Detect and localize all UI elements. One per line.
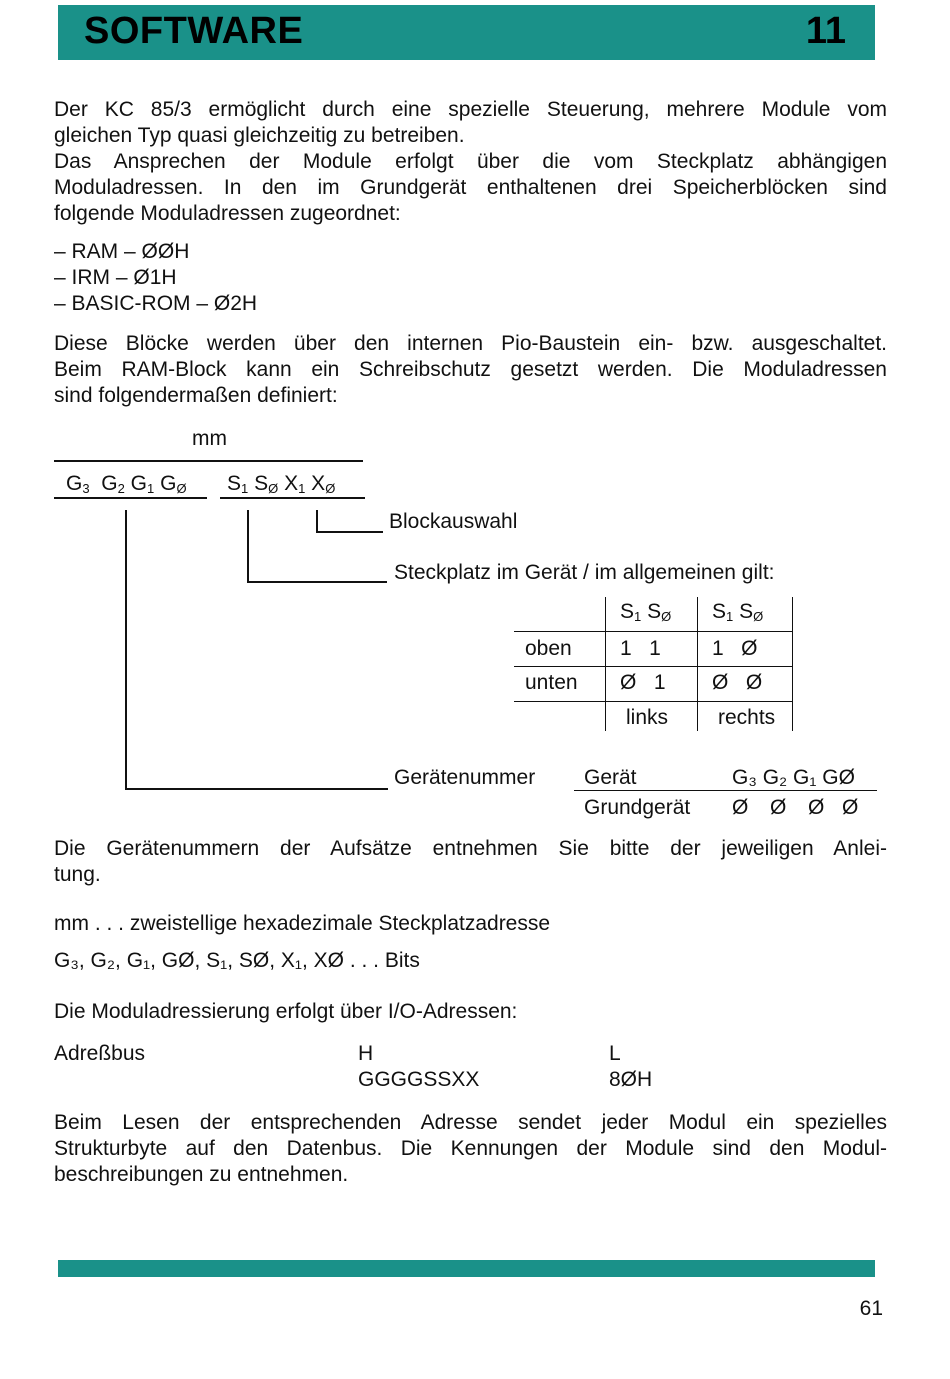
intro-line: Der KC 85/3 ermöglicht durch eine spezielle Steuerung, mehrere Module vom xyxy=(54,98,887,121)
intro-line: gleichen Typ quasi gleichzeitig zu betreiben. xyxy=(54,124,465,147)
slot-rule-2 xyxy=(514,666,793,667)
table-cell: 1 1 xyxy=(620,637,661,660)
table-footer-right: rechts xyxy=(718,706,776,729)
device-header-label: Gerät xyxy=(584,766,637,789)
device-bit: Ø xyxy=(808,796,825,819)
device-bit: Ø xyxy=(770,796,787,819)
mm-underline xyxy=(54,460,363,462)
x-branch-line xyxy=(316,510,318,533)
geraetenummer-label: Gerätenummer xyxy=(394,766,536,789)
slot-col-header-left: $S_1$ $S_Ø$ xyxy=(620,600,672,624)
s-underline xyxy=(220,497,365,499)
closing-line: Beim Lesen der entsprechenden Adresse sendet jeder Modul ein spezielles xyxy=(54,1111,887,1134)
g-bits: $G_3$ $G_2$ $G_1$ $G_Ø$ xyxy=(66,472,187,496)
slot-divider-2 xyxy=(697,597,698,731)
s-branch-line xyxy=(247,510,249,583)
closing-line: beschreibungen zu entnehmen. xyxy=(54,1163,349,1186)
table-cell: Ø Ø xyxy=(712,671,763,694)
table-row-label: unten xyxy=(525,671,578,694)
adressbus-label: Adreßbus xyxy=(54,1042,146,1065)
s-branch-arm xyxy=(248,581,387,583)
g-underline xyxy=(54,497,207,499)
bits-definition: G₃, G₂, G₁, GØ, S₁, SØ, X₁, XØ . . . Bits xyxy=(54,949,420,972)
s-x-bits: $S_1$ $S_Ø$ $X_1$ $X_Ø$ xyxy=(227,472,336,496)
intro-line: Das Ansprechen der Module erfolgt über die vom Steckplatz abhängigen xyxy=(54,150,887,173)
closing-paragraph xyxy=(54,1110,887,1188)
slot-col-header-right: $S_1$ $S_Ø$ xyxy=(712,600,764,624)
steckplatz-label: Steckplatz im Gerät / im allgemeinen gilt: xyxy=(394,561,775,584)
intro-line: folgende Moduladressen zugeordnet: xyxy=(54,202,401,225)
table-footer-left: links xyxy=(626,706,669,729)
device-row-label: Grundgerät xyxy=(584,796,691,819)
list-item: – BASIC-ROM – Ø2H xyxy=(54,292,258,315)
list-item: – RAM – ØØH xyxy=(54,240,190,263)
high-byte-label: H xyxy=(358,1042,374,1065)
blocks-line: Beim RAM-Block kann ein Schreibschutz gesetzt werden. Die Moduladressen xyxy=(54,358,887,381)
device-bit: Ø xyxy=(842,796,859,819)
x-branch-arm xyxy=(317,531,383,533)
slot-rule-3 xyxy=(514,701,793,702)
g-branch-arm xyxy=(126,788,388,790)
table-cell: Ø 1 xyxy=(620,671,666,694)
intro-paragraph xyxy=(54,97,887,227)
note-line: tung. xyxy=(54,863,101,886)
intro-line: Moduladressen. In den im Grundgerät enthaltenen drei Speicherblöcken sind xyxy=(54,176,887,199)
io-intro: Die Moduladressierung erfolgt über I/O-Adressen: xyxy=(54,1000,518,1023)
mm-label: mm xyxy=(192,427,227,450)
blocks-line: sind folgendermaßen definiert: xyxy=(54,384,338,407)
page-number: 61 xyxy=(859,1297,883,1320)
mm-definition: mm . . . zweistellige hexadezimale Steckplatzadresse xyxy=(54,912,551,935)
table-cell: 1 Ø xyxy=(712,637,758,660)
blockauswahl-label: Blockauswahl xyxy=(389,510,518,533)
closing-line: Strukturbyte auf den Datenbus. Die Kennungen der Module sind den Modul- xyxy=(54,1137,887,1160)
low-byte-value: 8ØH xyxy=(609,1068,653,1091)
blocks-line: Diese Blöcke werden über den internen Pio-Baustein ein- bzw. ausgeschaltet. xyxy=(54,332,887,355)
list-item: – IRM – Ø1H xyxy=(54,266,177,289)
module-address-list xyxy=(54,239,887,317)
g-branch-line xyxy=(125,510,127,790)
device-bit: Ø xyxy=(732,796,749,819)
note-line: Die Gerätenummern der Aufsätze entnehmen Sie bitte der jeweiligen Anlei- xyxy=(54,837,887,860)
table-row-label: oben xyxy=(525,637,572,660)
page-title: SOFTWARE xyxy=(84,10,304,52)
geraet-note xyxy=(54,836,887,888)
slot-divider-3 xyxy=(792,597,793,731)
slot-rule-1 xyxy=(514,631,793,632)
device-rule xyxy=(574,790,877,791)
chapter-number: 11 xyxy=(805,10,846,52)
footer-bar xyxy=(58,1260,875,1277)
slot-divider-1 xyxy=(605,597,606,731)
device-header-bits: G₃ G₂ G₁ GØ xyxy=(732,766,855,789)
low-byte-label: L xyxy=(609,1042,621,1065)
high-byte-value: GGGGSSXX xyxy=(358,1068,480,1091)
blocks-paragraph xyxy=(54,331,887,409)
